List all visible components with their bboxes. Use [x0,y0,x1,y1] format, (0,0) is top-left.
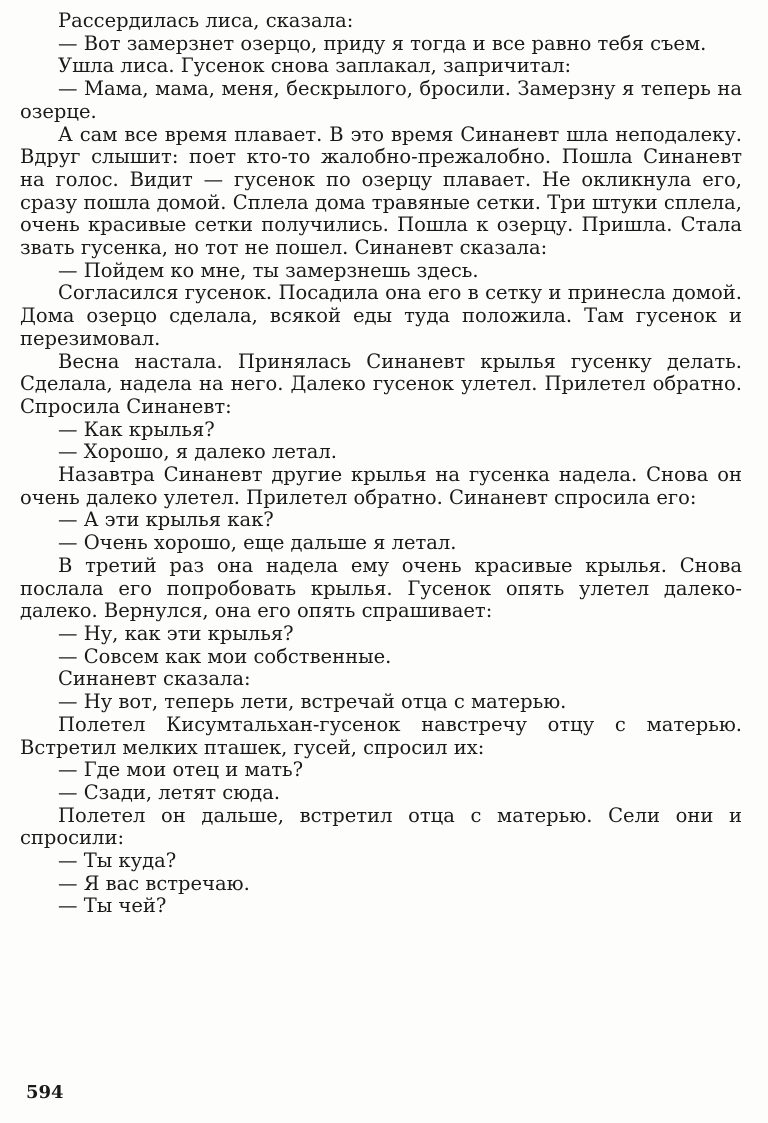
paragraph: В третий раз она надела ему очень красивые крылья. Снова послала его попробовать крылья. Гусенок опять улетел далеко-далеко. Вернулся, она его опять спрашивает: [20,553,742,623]
body-text [20,10,742,918]
paragraph: — Пойдем ко мне, ты замерзнешь здесь. [58,258,479,282]
paragraph: — Совсем как мои собственные. [58,644,392,668]
paragraph: Ушла лиса. Гусенок снова заплакал, запричитал: [58,54,572,78]
paragraph: Весна настала. Принялась Синаневт крылья гусенку делать. Сделала, надела на него. Далеко гусенок улетел. Прилетел обратно. Спросила Синаневт: [20,349,742,418]
paragraph: Согласился гусенок. Посадила она его в сетку и принесла домой. Дома озерцо сделала, всякой еды туда положила. Там гусенок и перезимовал. [20,281,742,350]
page-number: 594 [26,1082,64,1103]
paragraph: Назавтра Синаневт другие крылья на гусенка надела. Снова он очень далеко улетел. Прилетел обратно. Синаневт спросила его: [20,463,742,509]
paragraph: — Как крылья? [58,417,215,441]
paragraph: — Ну вот, теперь лети, встречай отца с матерью. [58,690,567,714]
paragraph: — Ты чей? [58,894,167,918]
paragraph: — Сзади, летят сюда. [58,780,281,804]
paragraph: Рассердилась лиса, сказала: [58,9,354,32]
paragraph: — А эти крылья как? [58,508,274,532]
paragraph: — Ты куда? [58,849,177,873]
paragraph: — Где мои отец и мать? [58,758,304,782]
paragraph: — Ну, как эти крылья? [58,621,294,645]
paragraph: — Вот замерзнет озерцо, приду я тогда и все равно тебя съем. [58,31,707,55]
paragraph: — Я вас встречаю. [58,871,250,895]
paragraph: Полетел он дальше, встретил отца с матерью. Сели они и спросили: [20,803,742,850]
paragraph: А сам все время плавает. В это время Синаневт шла неподалеку. Вдруг слышит: поет кто-то жалобно-прежалобно. Пошла Синаневт на голос. Видит — гусенок по озерцу плавает. Не окликнула его, сразу пошла домой. Сплела дома травяные сетки. Три штуки сплела, очень красивые сетки получились. Пошла к озерцу. Пришла. Стала звать гусенка, но тот не пошел. Синаневт сказала: [20,122,742,260]
paragraph: — Мама, мама, меня, бескрылого, бросили. Замерзну я теперь на озерце. [20,77,742,123]
paragraph: Полетел Кисумтальхан-гусенок навстречу отцу с матерью. Встретил мелких пташек, гусей, спросил их: [20,712,742,759]
paragraph: Синаневт сказала: [58,667,251,691]
paragraph: — Очень хорошо, еще дальше я летал. [58,531,457,555]
paragraph: — Хорошо, я далеко летал. [58,440,337,464]
